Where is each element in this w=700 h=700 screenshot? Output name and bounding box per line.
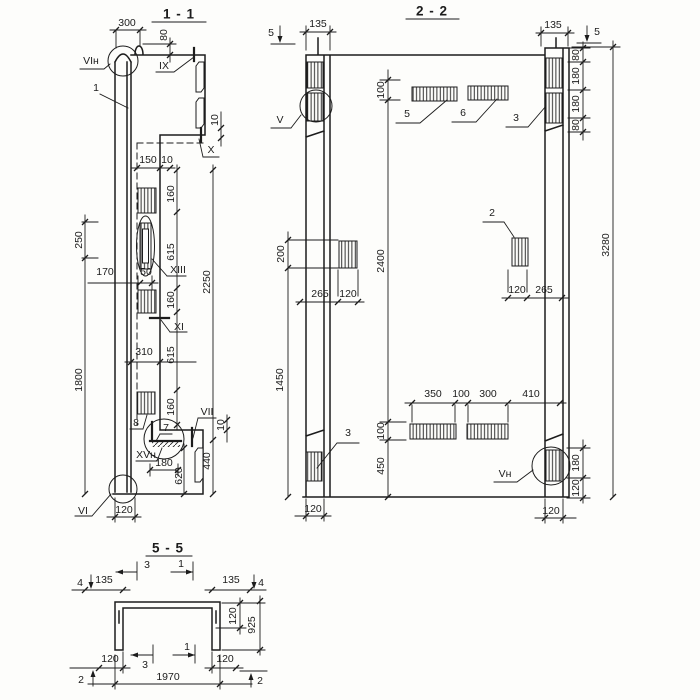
dim-310: 310	[135, 346, 153, 358]
dim-135: 135	[544, 19, 562, 31]
mark-xi: XI	[174, 321, 184, 333]
dim-615: 615	[165, 346, 177, 364]
embed-plate	[339, 241, 357, 268]
embed-plate	[546, 450, 561, 481]
mark-ix: IX	[159, 60, 169, 72]
dim-450: 450	[375, 457, 387, 475]
cut-2: 2	[257, 675, 263, 687]
cut-5: 5	[594, 26, 600, 38]
part-8: 8	[133, 417, 139, 429]
embed-plate	[546, 93, 562, 123]
cut-5: 5	[268, 27, 274, 39]
dim-80: 80	[570, 49, 582, 61]
dim-10: 10	[215, 419, 227, 431]
mark-v-n: Vн	[498, 468, 512, 480]
dim-160: 160	[165, 291, 177, 309]
dim-440: 440	[201, 452, 213, 470]
dim-50: 50	[140, 266, 152, 278]
embed-plate	[306, 452, 322, 481]
mark-vi-n: VIн	[83, 55, 99, 67]
dim-120: 120	[216, 653, 234, 665]
part-3: 3	[345, 427, 351, 439]
dim-180: 180	[155, 457, 173, 469]
part-2: 2	[489, 207, 495, 219]
embed-plate	[307, 62, 323, 88]
section-title: 2 - 2	[415, 3, 449, 19]
dim-120: 120	[570, 479, 582, 497]
cut-2: 2	[78, 674, 84, 686]
cut-1: 1	[178, 558, 184, 570]
embed-plate	[307, 93, 323, 121]
dim-615: 615	[165, 243, 177, 261]
dim-135: 135	[222, 574, 240, 586]
cut-4: 4	[77, 577, 83, 589]
section-title: 1 - 1	[162, 6, 196, 22]
dim-120: 120	[101, 653, 119, 665]
dim-265: 265	[535, 284, 553, 296]
mark-xiii: XIII	[170, 264, 186, 276]
dim-180: 180	[570, 67, 582, 85]
cut-1: 1	[184, 641, 190, 653]
dim-410: 410	[522, 388, 540, 400]
dim-135: 135	[309, 18, 327, 30]
dim-135: 135	[95, 574, 113, 586]
dim-160: 160	[165, 398, 177, 416]
mark-v: V	[276, 114, 284, 126]
cut-4: 4	[258, 577, 264, 589]
dim-80: 80	[158, 29, 170, 41]
dim-3280: 3280	[600, 233, 612, 257]
part-7: 7	[163, 422, 169, 434]
dim-1450: 1450	[274, 368, 286, 392]
dim-100: 100	[452, 388, 470, 400]
dim-250: 250	[73, 231, 85, 249]
rebar	[467, 424, 508, 439]
dim-80: 80	[570, 119, 582, 131]
dim-100: 100	[375, 81, 387, 99]
embed-plate	[137, 392, 155, 414]
dim-120: 120	[304, 503, 322, 515]
part-5: 5	[404, 108, 410, 120]
dim-2250: 2250	[201, 270, 213, 294]
dim-120: 120	[115, 504, 133, 516]
cut-3: 3	[144, 559, 150, 571]
part-3: 3	[513, 112, 519, 124]
dim-100: 100	[375, 422, 387, 440]
dim-1800: 1800	[73, 368, 85, 392]
dim-170: 170	[96, 266, 114, 278]
mark-vi: VI	[78, 505, 88, 517]
mark-xv-n: XVн	[136, 449, 156, 461]
dim-265: 265	[311, 288, 329, 300]
dim-2400: 2400	[375, 249, 387, 273]
dim-120: 120	[227, 607, 239, 625]
anchor-slot	[143, 229, 149, 263]
dim-180: 180	[570, 95, 582, 113]
dim-180: 180	[570, 454, 582, 472]
mark-vii: VII	[200, 406, 214, 418]
rebar-5	[412, 87, 457, 101]
dim-300: 300	[479, 388, 497, 400]
dim-925: 925	[246, 616, 258, 634]
dim-350: 350	[424, 388, 442, 400]
mark-x: X	[207, 144, 215, 156]
cut-3: 3	[142, 659, 148, 671]
embed-plate	[546, 58, 562, 88]
rebar	[410, 424, 456, 439]
dim-150: 150	[139, 154, 157, 166]
embed-plate	[138, 290, 156, 313]
dim-10: 10	[209, 114, 221, 126]
dim-620: 620	[173, 467, 185, 485]
dim-1970: 1970	[156, 671, 180, 683]
part-6: 6	[460, 107, 466, 119]
section-title: 5 - 5	[151, 540, 185, 556]
dim-10: 10	[161, 154, 173, 166]
dim-200: 200	[275, 245, 287, 263]
dim-160: 160	[165, 185, 177, 203]
dim-120: 120	[339, 288, 357, 300]
dim-120: 120	[542, 505, 560, 517]
dim-300: 300	[118, 17, 136, 29]
dim-120: 120	[508, 284, 526, 296]
rebar-6	[468, 86, 508, 100]
embed-plate	[138, 188, 156, 213]
part-1: 1	[93, 82, 99, 94]
embed-plate	[512, 238, 528, 266]
